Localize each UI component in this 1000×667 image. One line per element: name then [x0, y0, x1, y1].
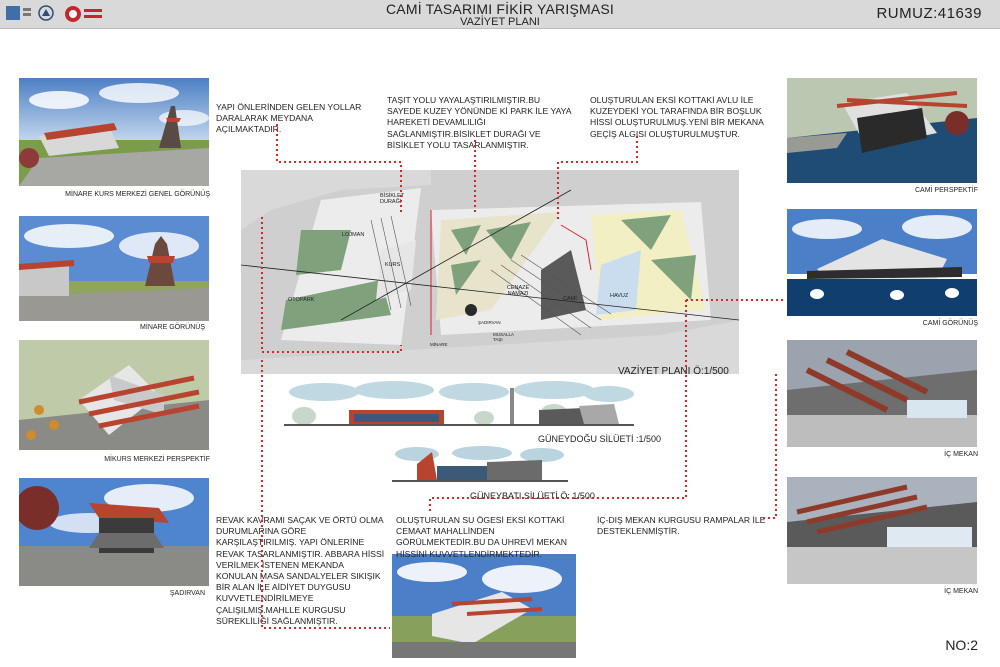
- plan-scale-label: VAZİYET PLANI Ö:1/500: [618, 366, 729, 377]
- plan-label-sadirvan: ŞADIRVAN: [478, 320, 501, 325]
- plan-label-otopark: OTOPARK: [288, 297, 315, 303]
- note-top-left: YAPI ÖNLERİNDEN GELEN YOLLAR DARALARAK MEYDANA AÇILMAKTADIR.: [216, 102, 362, 135]
- render-interior-2: [787, 477, 977, 584]
- caption-left-1: MİNARE KURS MERKEZİ GENEL GÖRÜNÜŞ: [65, 191, 210, 198]
- page-title: CAMİ TASARIMI FİKİR YARIŞMASI: [385, 1, 615, 17]
- southwest-silhouette-label: GÜNEYBATI SİLÜETİ Ö: 1/500: [470, 491, 595, 501]
- southeast-silhouette: [284, 380, 634, 430]
- plan-label-musalla: MUSALLA TAŞI: [493, 332, 514, 342]
- caption-left-4: ŞADIRVAN: [169, 590, 205, 597]
- header-bar: [0, 0, 1000, 29]
- caption-right-4: İÇ MEKAN: [944, 588, 978, 595]
- caption-right-2: CAMİ GÖRÜNÜŞ: [922, 320, 978, 327]
- plan-label-cenaze: CENAZE NAMAZI: [506, 285, 530, 297]
- page-subtitle: VAZİYET PLANI: [460, 16, 540, 28]
- plan-label-cami: CAMİ: [563, 296, 577, 302]
- southeast-silhouette-label: GÜNEYDOĞU SİLÜETİ :1/500: [538, 434, 662, 444]
- render-cami-perspective: [787, 78, 977, 183]
- note-bottom-right: İÇ-DIŞ MEKAN KURGUSU RAMPALAR İLE DESTEKLENMİŞTİR.: [597, 515, 766, 537]
- plan-label-minare: MİNARE: [430, 342, 448, 347]
- note-bottom-center: OLUŞTURULAN SU ÖGESİ EKSİ KOTTAKİ CEMAAT MAHALLİNDEN GÖRÜLMEKTEDİR.BU DA UHREVİ MEKAN HİSSİNİ KUVVETLENDİRMEKTEDİR.: [396, 515, 567, 559]
- render-cami-view: [787, 209, 977, 316]
- caption-right-1: CAMİ PERSPEKTİF: [914, 187, 978, 194]
- plan-label-kurs: KURS: [385, 262, 401, 268]
- plan-label-havuz: HAVUZ: [610, 293, 629, 299]
- note-bottom-left: REVAK KAVRAMI SAÇAK VE ÖRTÜ OLMA DURUMLARINA GÖRE KARŞILAŞTIRILMIŞ. YAPI ÖNLERİNE REVAK TASARLANMIŞTIR. ABBARA HİSSİ VERİLMEK İSTENEN MEKANDA KONULAN MASA SANDALYELER SIKIŞIK BİR ALAN İLE AİDİYET DUYGUSU KUVVETLENDİRİLMEYE ÇALIŞILMIŞ.MAHLLE KURGUSU SÜREKLİLİĞİ SAĞLANMIŞTIR.: [216, 515, 385, 626]
- render-sadirvan: [19, 478, 209, 586]
- caption-right-3: İÇ MEKAN: [944, 451, 978, 458]
- plan-label-lojman: LOJMAN: [342, 232, 365, 238]
- plan-label-bisiklet: BİSİKLET DURAĞI: [380, 193, 405, 205]
- render-interior-1: [787, 340, 977, 447]
- render-water-feature: [392, 554, 576, 658]
- render-kurs-perspective: [19, 340, 209, 450]
- render-minare-kurs-general: [19, 78, 209, 186]
- note-top-center: TAŞIT YOLU YAYALAŞTIRILMIŞTIR.BU SAYEDE KUZEY YÖNÜNDE Kİ PARK İLE YAYA HAREKETİ DEVAMLILIĞI SAĞLANMIŞTIR.BİSİKLET DURAĞI VE BİSİKLET YOLU TASARLANMIŞTIR.: [387, 95, 572, 150]
- render-minare: [19, 216, 209, 321]
- site-plan: [241, 170, 739, 374]
- sheet-number: NO:2: [945, 637, 978, 653]
- caption-left-3: MİKURS MERKEZİ PERSPEKTİF: [104, 456, 210, 463]
- note-top-right: OLUŞTURULAN EKSİ KOTTAKİ AVLU İLE KUZEYDEKİ YOL TARAFINDA BİR BOŞLUK HİSSİ OLUŞTURULMUŞ.YENİ BİR MEKANA GEÇİŞ ALGISI OLUŞTURULMUŞTUR.: [590, 95, 764, 139]
- southwest-silhouette: [392, 444, 568, 484]
- caption-left-2: MİNARE GÖRÜNÜŞ: [140, 324, 205, 331]
- rumuz-code: RUMUZ:41639: [876, 5, 982, 22]
